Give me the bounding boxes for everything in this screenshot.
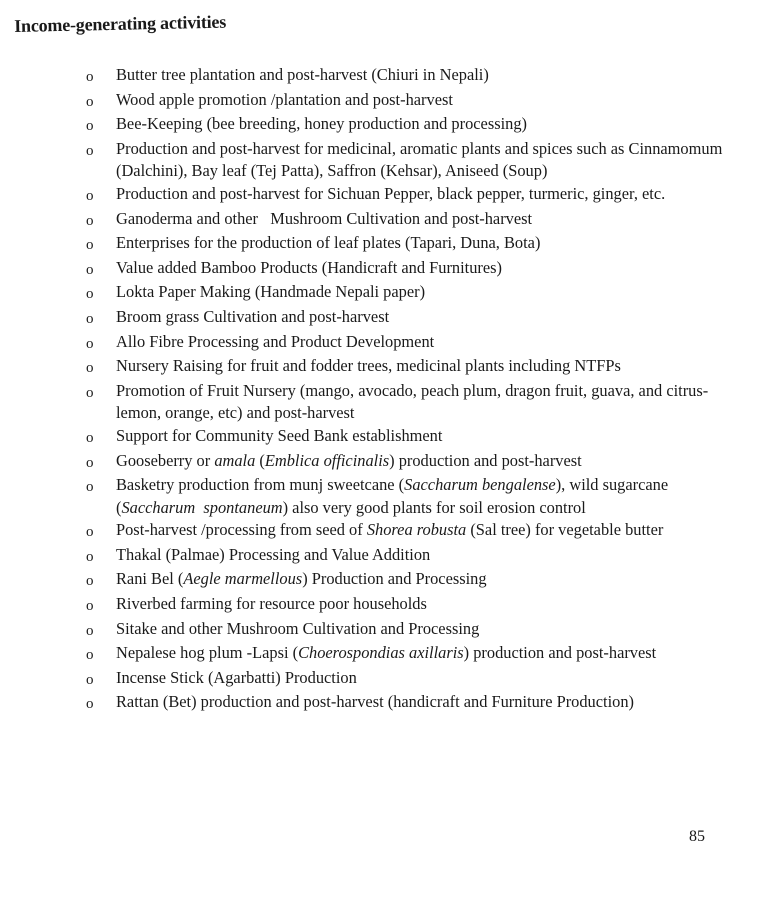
list-item — [86, 519, 726, 544]
list-item-text: Bee-Keeping (bee breeding, honey production and processing) — [116, 114, 527, 134]
list-item-text: Nepalese hog plum -Lapsi (Choerospondias axillaris) production and post-harvest — [116, 643, 657, 663]
list-item — [86, 331, 726, 356]
bullet-icon: o — [86, 335, 94, 352]
list-item-text: Rattan (Bet) production and post-harvest (handicraft and Furniture Production) — [116, 692, 634, 712]
list-item — [86, 642, 726, 667]
list-item-text: Nursery Raising for fruit and fodder trees, medicinal plants including NTFPs — [116, 356, 621, 376]
list-item-text: Support for Community Seed Bank establishment — [116, 425, 443, 445]
list-item-text: Sitake and other Mushroom Cultivation and Processing — [116, 618, 480, 638]
page-number: 85 — [689, 828, 705, 845]
list-item-text: Wood apple promotion /plantation and post-harvest — [116, 89, 453, 109]
list-item — [86, 544, 726, 569]
list-item-text: Basketry production from munj sweetcane (Saccharum bengalense), wild sugarcane (Saccharum spontaneum) also very good plants for soil erosion control — [116, 475, 673, 517]
list-item-text: Production and post-harvest for Sichuan Pepper, black pepper, turmeric, ginger, etc. — [116, 183, 666, 203]
bullet-icon: o — [86, 142, 94, 159]
list-item — [86, 113, 726, 138]
list-item — [86, 89, 726, 114]
list-item-text: Ganoderma and other Mushroom Cultivation and post-harvest — [116, 208, 533, 228]
list-item-text: Rani Bel (Aegle marmellous) Production and Processing — [116, 569, 487, 589]
bullet-icon: o — [86, 548, 94, 565]
list-item — [86, 568, 726, 593]
list-item-text: Butter tree plantation and post-harvest (Chiuri in Nepali) — [116, 65, 489, 84]
bullet-icon: o — [86, 286, 94, 303]
bullet-icon: o — [86, 187, 94, 204]
bullet-icon: o — [86, 524, 94, 541]
bullet-icon: o — [86, 261, 94, 278]
list-item-text: Broom grass Cultivation and post-harvest — [116, 306, 390, 326]
activities-list — [86, 64, 726, 716]
list-item — [86, 281, 726, 306]
list-item — [86, 667, 726, 692]
bullet-icon: o — [86, 212, 94, 229]
list-item — [86, 208, 726, 233]
list-item-text: Gooseberry or amala (Emblica officinalis) production and post-harvest — [116, 450, 582, 470]
list-item-text: Enterprises for the production of leaf plates (Tapari, Duna, Bota) — [116, 233, 541, 253]
list-item — [86, 183, 726, 208]
list-item — [86, 64, 726, 89]
list-item — [86, 380, 726, 425]
bullet-icon: o — [86, 573, 94, 590]
bullet-icon: o — [86, 69, 94, 85]
list-item-text: Thakal (Palmae) Processing and Value Addition — [116, 544, 431, 564]
list-item — [86, 306, 726, 331]
list-item — [86, 593, 726, 618]
list-item — [86, 691, 726, 716]
list-item — [86, 232, 726, 257]
list-item-text: Production and post-harvest for medicinal, aromatic plants and spices such as Cinnamomum (Dalchini), Bay leaf (Tej Patta), Saffron (Kehsar), Aniseed (Soup) — [116, 138, 723, 181]
bullet-icon: o — [86, 93, 94, 110]
list-item — [86, 450, 726, 475]
list-item — [86, 355, 726, 380]
bullet-icon: o — [86, 696, 94, 713]
list-item-text: Allo Fibre Processing and Product Development — [116, 331, 435, 351]
bullet-icon: o — [86, 479, 94, 496]
list-item-text: Lokta Paper Making (Handmade Nepali paper) — [116, 282, 426, 302]
bullet-icon: o — [86, 647, 94, 664]
bullet-icon: o — [86, 598, 94, 615]
list-item-text: Riverbed farming for resource poor households — [116, 594, 427, 614]
list-item-text: Value added Bamboo Products (Handicraft and Furnitures) — [116, 257, 502, 277]
bullet-icon: o — [86, 454, 94, 471]
list-item-text: Promotion of Fruit Nursery (mango, avocado, peach plum, dragon fruit, guava, and citrus- lemon, orange, etc) and post-harvest — [116, 380, 709, 423]
list-item — [86, 618, 726, 643]
list-item — [86, 138, 726, 183]
section-heading: Income-generating activities — [14, 11, 227, 36]
bullet-icon: o — [86, 237, 94, 254]
list-item-text: Incense Stick (Agarbatti) Production — [116, 667, 357, 687]
bullet-icon: o — [86, 310, 94, 327]
bullet-icon: o — [86, 429, 94, 446]
bullet-icon: o — [86, 118, 94, 135]
bullet-icon: o — [86, 622, 94, 639]
bullet-icon: o — [86, 360, 94, 377]
bullet-icon: o — [86, 671, 94, 688]
bullet-icon: o — [86, 384, 94, 401]
list-item — [86, 474, 726, 519]
list-item-text: Post-harvest /processing from seed of Shorea robusta (Sal tree) for vegetable butter — [116, 520, 664, 540]
list-item — [86, 257, 726, 282]
list-item — [86, 425, 726, 450]
